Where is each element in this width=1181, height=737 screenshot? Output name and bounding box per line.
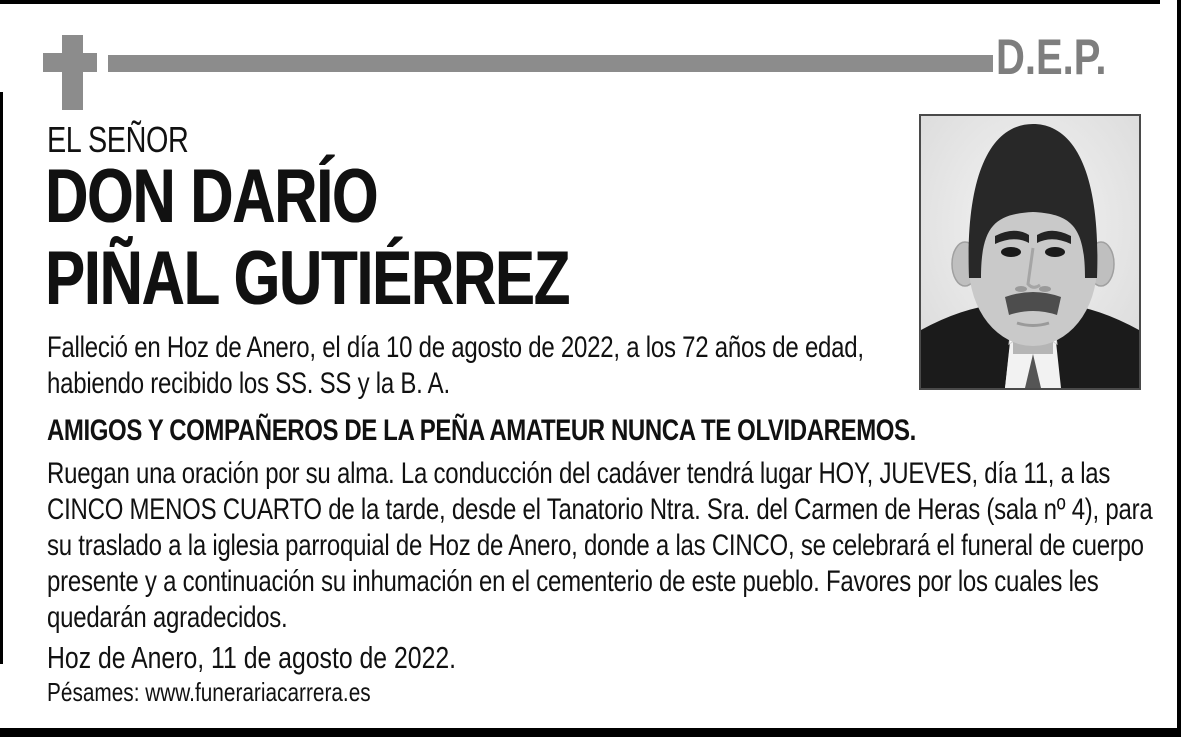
death-note: Falleció en Hoz de Anero, el día 10 de agosto de 2022, a los 72 años de edad, habiendo recibido los SS. SS y la B. A. xyxy=(47,331,864,400)
tribute-text: AMIGOS Y COMPAÑEROS DE LA PEÑA AMATEUR NUNCA TE OLVIDAREMOS. xyxy=(47,414,916,447)
tribute-line xyxy=(47,414,1133,448)
deceased-name-line1: DON DARÍO xyxy=(45,154,378,239)
dep-label xyxy=(996,28,1134,86)
frame-border-bottom xyxy=(0,728,1181,737)
condolences-line xyxy=(47,677,452,708)
frame-border-left xyxy=(0,92,3,664)
condolences-text: Pésames: www.funerariacarrera.es xyxy=(47,677,371,707)
frame-border-top xyxy=(0,0,1160,4)
deceased-name-line2: PIÑAL GUTIÉRREZ xyxy=(45,236,570,321)
place-date-text: Hoz de Anero, 11 de agosto de 2022. xyxy=(47,640,457,675)
portrait-illustration xyxy=(921,116,1139,388)
cross-vertical-bar xyxy=(62,35,83,110)
deceased-name xyxy=(45,156,717,320)
cross-icon xyxy=(43,35,97,110)
header-rule xyxy=(108,55,993,72)
honorific-text: EL SEÑOR xyxy=(47,119,189,160)
funeral-details: Ruegan una oración por su alma. La conducción del cadáver tendrá lugar HOY, JUEVES, día 11, a las CINCO MENOS CUARTO de la tarde, desde el Tanatorio Ntra. Sra. del Carmen de Heras (sala nº 4), para su traslado a la iglesia parroquial de Hoz de Anero, donde a las CINCO, se celebrará el funeral de cuerpo presente y a continuación su inhumación en el cementerio de este pueblo. Favores por los cuales les quedarán agradecidos. xyxy=(47,457,1153,634)
dep-label-text: D.E.P. xyxy=(996,29,1107,85)
frame-border-right xyxy=(1177,0,1181,730)
place-date xyxy=(47,640,558,676)
cross-horizontal-bar xyxy=(43,53,97,72)
deceased-photo xyxy=(919,114,1141,390)
